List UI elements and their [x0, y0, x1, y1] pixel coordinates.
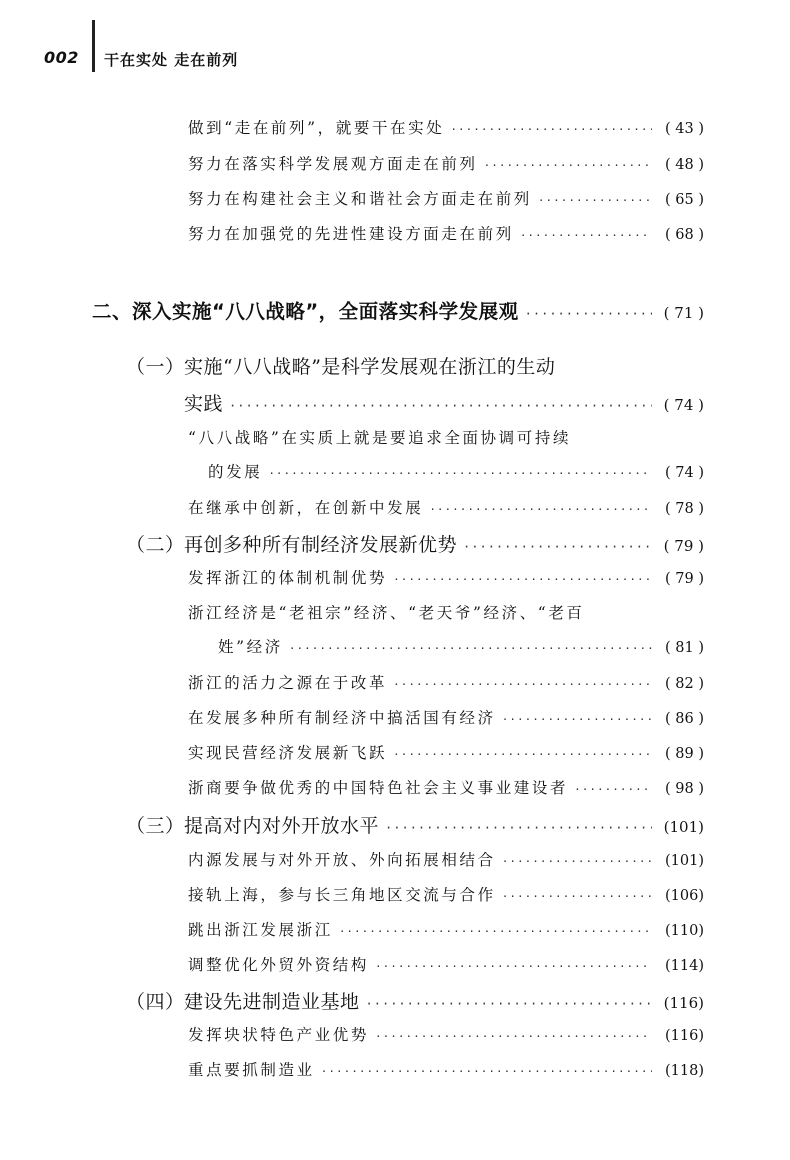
toc-entry-title: 内源发展与对外开放、外向拓展相结合 [188, 851, 496, 869]
dot-leader [366, 997, 652, 1011]
toc-entry-title: 努力在构建社会主义和谐社会方面走在前列 [188, 190, 532, 208]
dot-leader [393, 748, 652, 761]
toc-entry-title: 接轨上海，参与长三角地区交流与合作 [188, 886, 496, 904]
toc-entry-title: 跳出浙江发展浙江 [188, 921, 333, 939]
section-title: 建设先进制造业基地 [184, 991, 360, 1013]
header-divider [92, 20, 95, 72]
toc-entry[interactable] [188, 187, 704, 209]
toc-entry-title: 做到“走在前列”，就要干在实处 [188, 119, 445, 137]
toc-entry-page: ( 65 ) [665, 192, 704, 208]
toc-entry-title: 浙商要争做优秀的中国特色社会主义事业建设者 [188, 779, 569, 797]
toc-entry[interactable] [188, 848, 704, 870]
section-number: （一） [126, 356, 185, 378]
dot-leader [502, 855, 652, 868]
toc-entry-page: (118) [665, 1063, 704, 1079]
dot-leader [429, 503, 652, 516]
toc-entry-page: ( 79 ) [665, 571, 704, 587]
section-page: ( 79 ) [663, 537, 704, 555]
toc-entry-continued[interactable] [218, 635, 704, 657]
dot-leader [268, 467, 652, 480]
toc-entry[interactable] [188, 918, 704, 940]
dot-leader [375, 960, 652, 973]
page-number: 002 [44, 48, 79, 67]
toc-entry[interactable] [188, 426, 571, 448]
section-title: 再创多种所有制经济发展新优势 [184, 534, 458, 556]
toc-entry-page: ( 89 ) [665, 746, 704, 762]
toc-section-entry[interactable] [126, 530, 704, 557]
toc-entry[interactable] [188, 706, 704, 728]
dot-leader [339, 925, 652, 938]
toc-entry-page: ( 48 ) [665, 157, 704, 173]
toc-entry[interactable] [188, 671, 704, 693]
toc-entry-title: 努力在加强党的先进性建设方面走在前列 [188, 225, 514, 243]
dot-leader [502, 890, 652, 903]
dot-leader [463, 540, 652, 554]
toc-entry[interactable] [188, 496, 704, 518]
toc-entry-page: ( 68 ) [665, 227, 704, 243]
dot-leader [393, 678, 652, 691]
toc-entry-title: 实现民营经济发展新飞跃 [188, 744, 388, 762]
section-number: （三） [126, 815, 185, 837]
dot-leader [502, 713, 652, 726]
section-title: 提高对内对外开放水平 [184, 815, 380, 837]
toc-entry-page: ( 74 ) [665, 465, 704, 481]
toc-entry-title: 在继承中创新，在创新中发展 [188, 499, 424, 517]
toc-entry-page: (106) [665, 888, 704, 904]
section-title-continued: 实践 [184, 393, 224, 415]
toc-entry-page: ( 98 ) [665, 781, 704, 797]
toc-entry-page: ( 78 ) [665, 501, 704, 517]
toc-entry[interactable] [188, 116, 704, 138]
dot-leader [520, 229, 652, 242]
toc-entry-title: 浙江经济是“老祖宗”经济、“老天爷”经济、“老百 [188, 604, 585, 622]
dot-leader [229, 399, 652, 413]
toc-chapter-entry[interactable] [92, 296, 704, 324]
toc-section-entry[interactable] [126, 811, 704, 838]
toc-entry[interactable] [188, 601, 585, 623]
dot-leader [321, 1065, 652, 1078]
dot-leader [525, 307, 652, 321]
dot-leader [375, 1030, 652, 1043]
toc-entry-page: ( 43 ) [665, 121, 704, 137]
toc-entry-title-continued: 姓”经济 [218, 638, 283, 656]
toc-entry-title-continued: 的发展 [208, 463, 263, 481]
toc-entry[interactable] [188, 741, 704, 763]
section-number: （四） [126, 991, 185, 1013]
toc-entry-page: (110) [665, 923, 704, 939]
toc-entry-title: 努力在落实科学发展观方面走在前列 [188, 155, 478, 173]
toc-entry[interactable] [188, 566, 704, 588]
toc-entry[interactable] [188, 222, 704, 244]
chapter-title: 二、深入实施“八八战略”，全面落实科学发展观 [92, 300, 519, 323]
toc-entry-title: 重点要抓制造业 [188, 1061, 315, 1079]
toc-entry-title: 发挥浙江的体制机制优势 [188, 569, 388, 587]
book-title: 干在实处 走在前列 [104, 51, 239, 69]
chapter-page: ( 71 ) [663, 304, 704, 322]
toc-entry-title: 调整优化外贸外资结构 [188, 956, 370, 974]
toc-entry-page: (101) [665, 853, 704, 869]
toc-entry-continued[interactable] [208, 460, 704, 482]
toc-entry[interactable] [188, 1058, 704, 1080]
dot-leader [385, 821, 652, 835]
dot-leader [393, 573, 652, 586]
dot-leader [574, 783, 652, 796]
toc-entry[interactable] [188, 776, 704, 798]
toc-entry-page: ( 81 ) [665, 640, 704, 656]
toc-entry-page: ( 86 ) [665, 711, 704, 727]
dot-leader [450, 123, 652, 136]
section-page: (101) [663, 818, 704, 836]
toc-entry-title: 浙江的活力之源在于改革 [188, 674, 388, 692]
toc-entry-title: 发挥块状特色产业优势 [188, 1026, 370, 1044]
dot-leader [289, 642, 652, 655]
toc-section-entry-continued[interactable] [184, 389, 704, 416]
toc-entry[interactable] [188, 953, 704, 975]
dot-leader [484, 159, 652, 172]
toc-entry[interactable] [188, 152, 704, 174]
section-page: (116) [663, 994, 704, 1012]
section-page: ( 74 ) [663, 396, 704, 414]
section-number: （二） [126, 534, 185, 556]
toc-entry-page: ( 82 ) [665, 676, 704, 692]
running-header [0, 0, 790, 80]
toc-section-entry[interactable] [126, 987, 704, 1014]
toc-section-entry[interactable] [126, 352, 555, 379]
toc-entry-title: “八八战略”在实质上就是要追求全面协调可持续 [188, 429, 572, 447]
toc-entry-title: 在发展多种所有制经济中搞活国有经济 [188, 709, 496, 727]
toc-entry[interactable] [188, 1023, 704, 1045]
section-title: 实施“八八战略”是科学发展观在浙江的生动 [184, 356, 556, 378]
toc-entry-page: (114) [665, 958, 704, 974]
dot-leader [538, 194, 652, 207]
toc-entry-page: (116) [665, 1028, 704, 1044]
toc-entry[interactable] [188, 883, 704, 905]
